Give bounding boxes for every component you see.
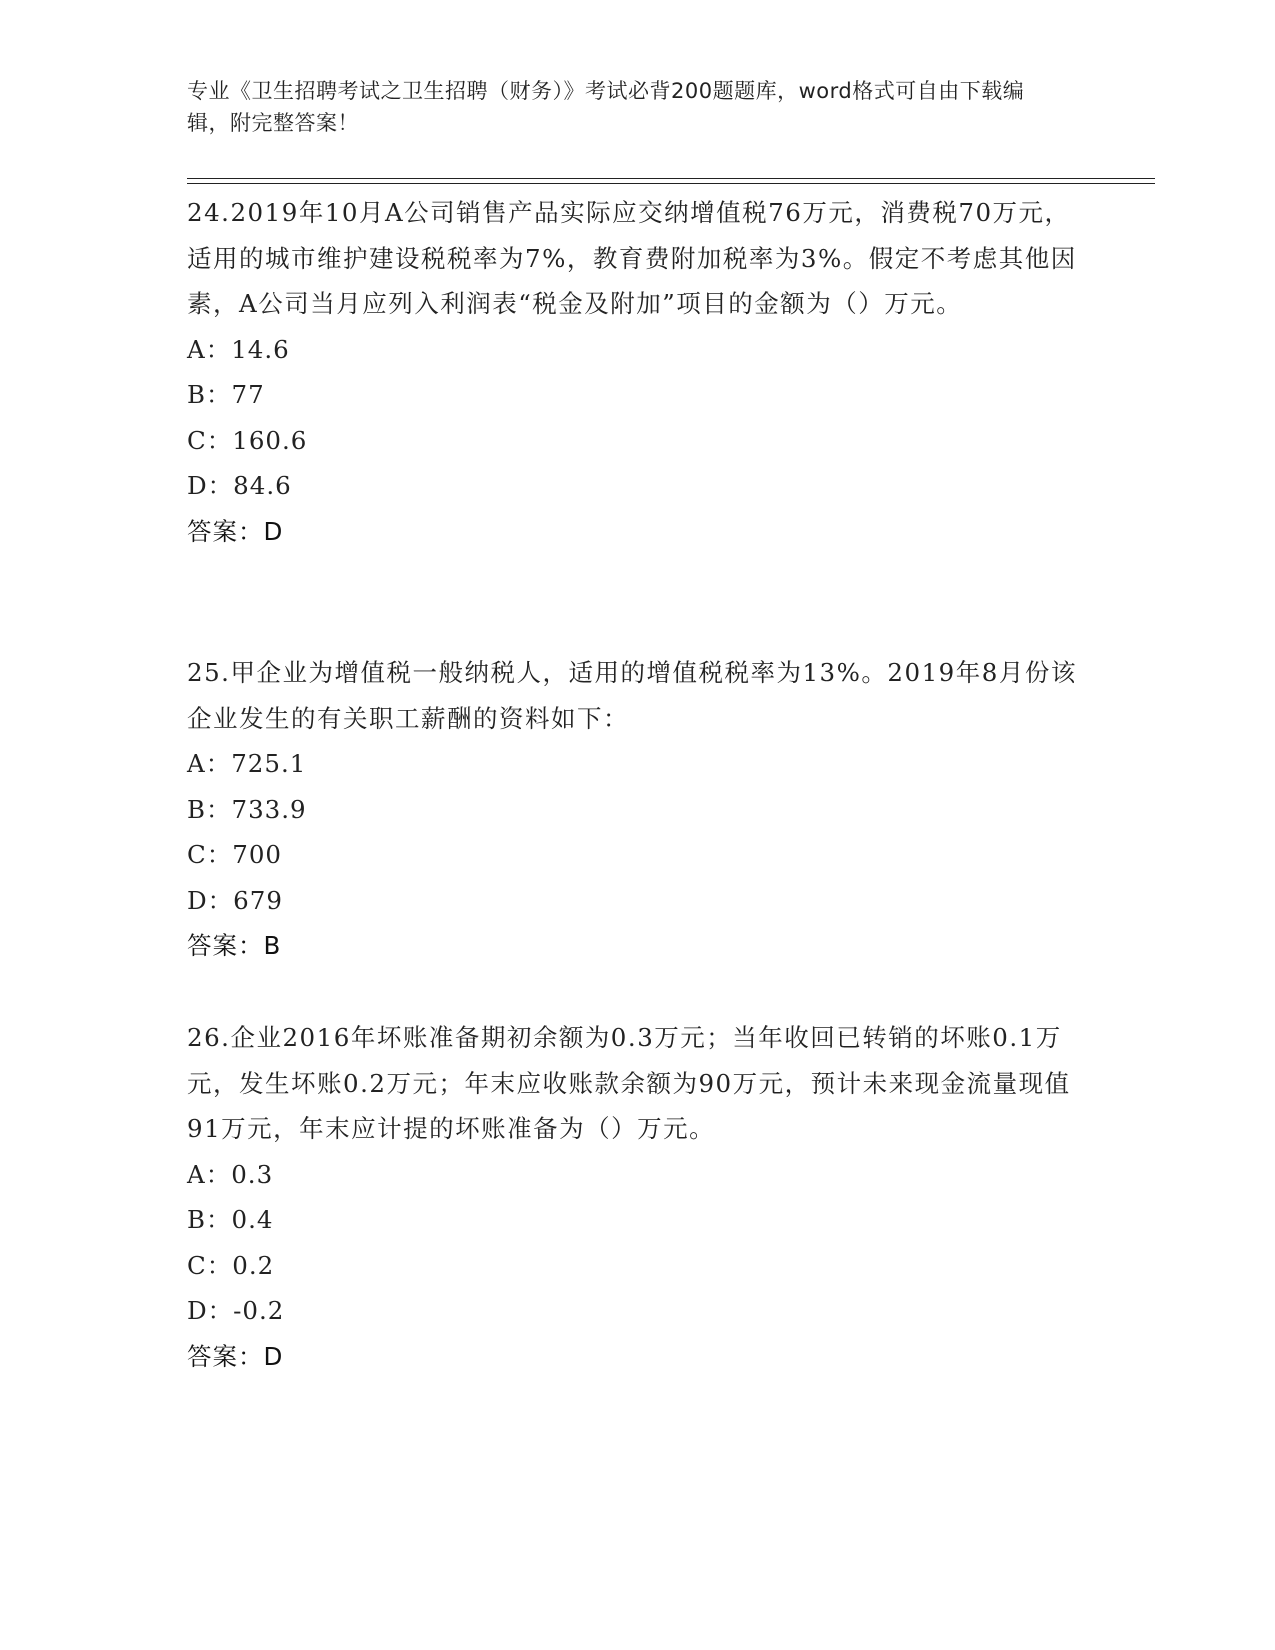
option-a: A：0.3 [187,1159,274,1189]
header-divider-top [187,178,1155,179]
option-d: D：679 [187,885,283,915]
header-divider-bottom [187,183,1155,184]
answer: 答案：D [187,1341,284,1371]
option-c: C：160.6 [187,425,308,455]
question-text: 24.2019年10月A公司销售产品实际应交纳增值税76万元，消费税70万元，适用的城市维护建设税税率为7%，教育费附加税率为3%。假定不考虑其他因素，A公司当月应列入利润表“税金及附加”项目的金额为（）万元。 [187,198,1077,318]
option-d: D：-0.2 [187,1296,285,1325]
question-text: 25.甲企业为增值税一般纳税人，适用的增值税税率为13%。2019年8月份该企业发生的有关职工薪酬的资料如下： [187,658,1077,733]
question-25 [187,650,1087,969]
answer: 答案：D [187,516,284,546]
option-a: A：14.6 [187,334,290,364]
option-c: C：700 [187,840,283,869]
option-b: B：733.9 [187,794,307,824]
question-26 [187,1015,1087,1379]
option-b: B：0.4 [187,1205,274,1234]
option-b: B：77 [187,380,265,409]
document-header: 专业《卫生招聘考试之卫生招聘（财务）》考试必背200题题库，word格式可自由下载编辑，附完整答案！ [187,79,1025,135]
question-text: 26.企业2016年坏账准备期初余额为0.3万元；当年收回已转销的坏账0.1万元，发生坏账0.2万元；年末应收账款余额为90万元，预计未来现金流量现值91万元，年末应计提的坏账准备为（）万元。 [187,1023,1071,1143]
option-d: D：84.6 [187,471,292,500]
option-a: A：725.1 [187,749,307,778]
answer: 答案：B [187,931,282,960]
question-24 [187,190,1087,554]
option-c: C：0.2 [187,1250,275,1280]
